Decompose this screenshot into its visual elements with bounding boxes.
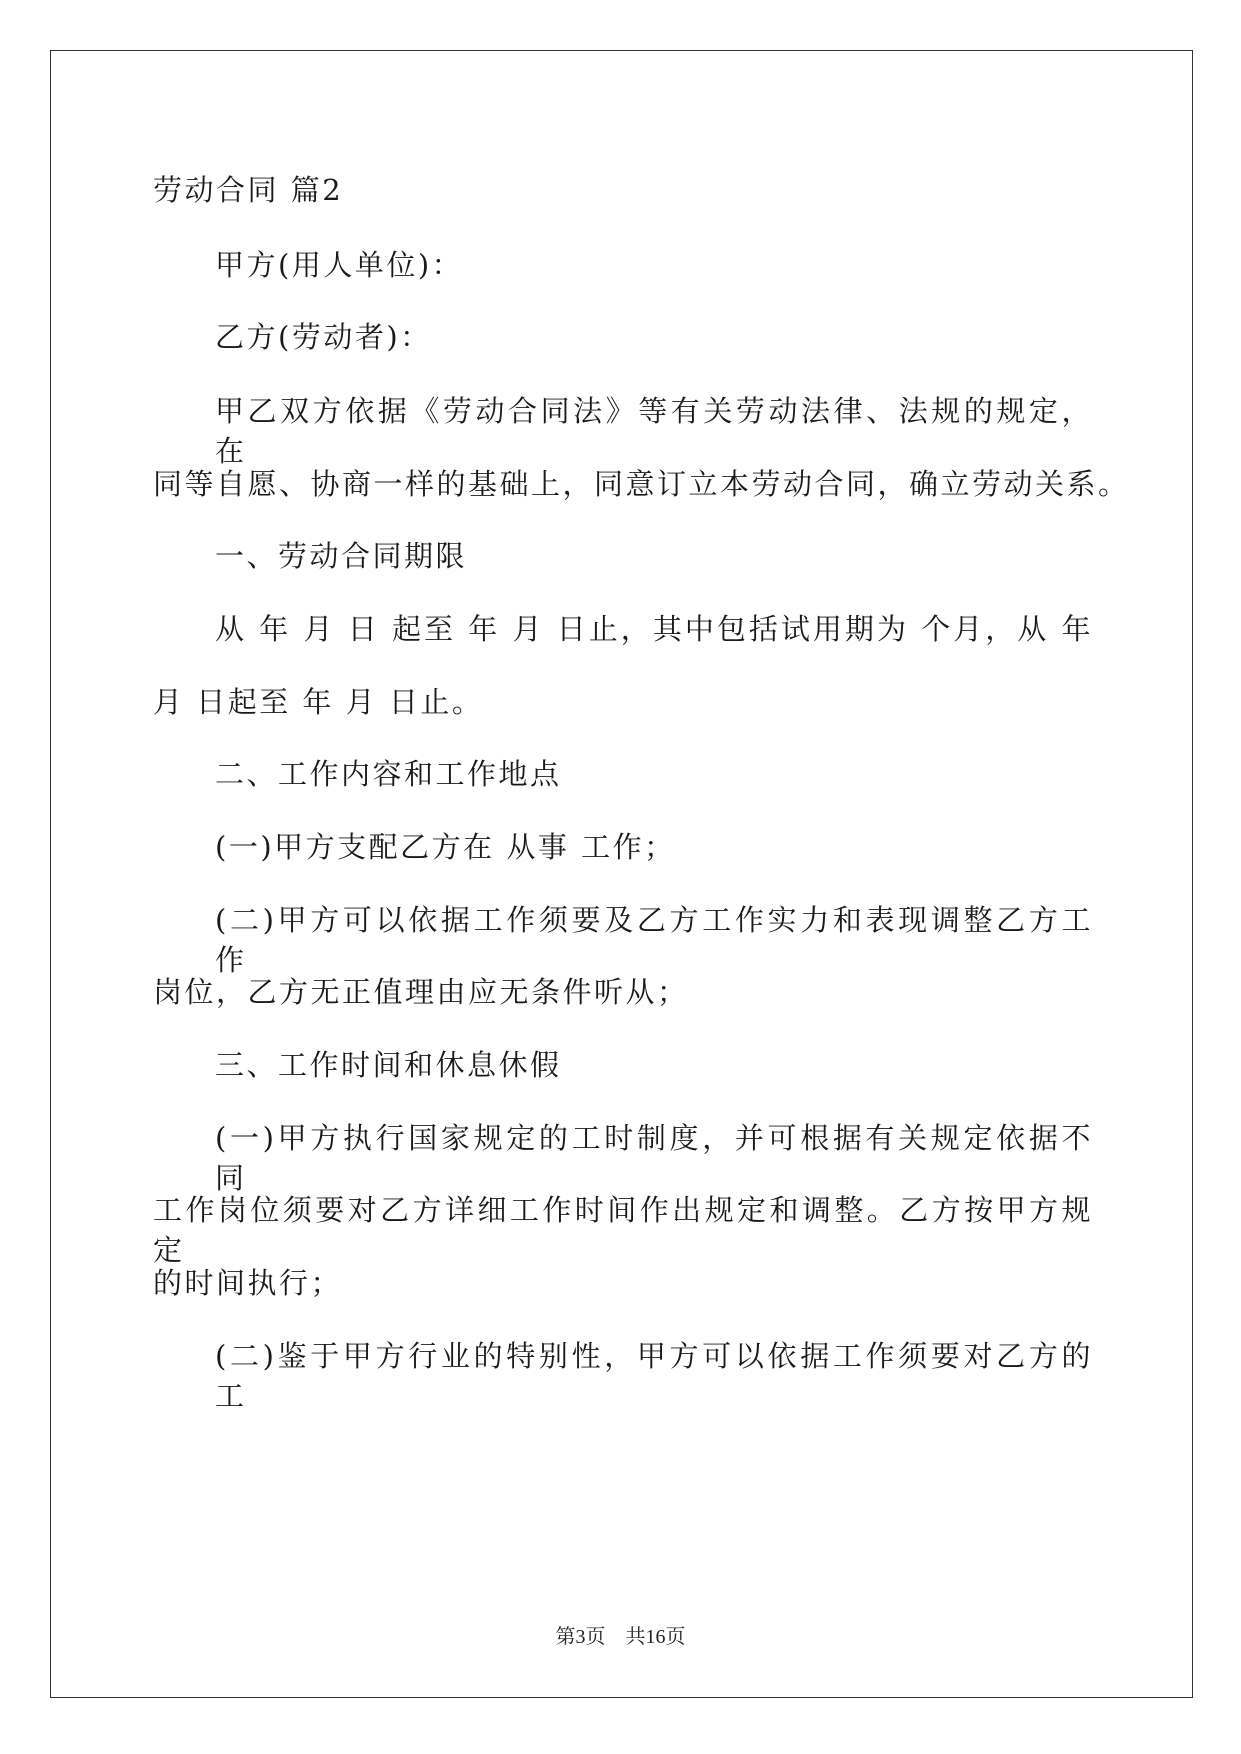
page-border bbox=[50, 50, 1193, 1698]
paragraph-line: 甲乙双方依据《劳动合同法》等有关劳动法律、法规的规定，在 bbox=[215, 394, 1093, 468]
section-heading-work: 二、工作内容和工作地点 bbox=[215, 757, 562, 791]
paragraph-line: 月 日起至 年 月 日止。 bbox=[153, 685, 484, 719]
paragraph-line: 工作岗位须要对乙方详细工作时间作出规定和调整。乙方按甲方规定 bbox=[153, 1193, 1093, 1267]
paragraph-line: (一)甲方执行国家规定的工时制度，并可根据有关规定依据不同 bbox=[215, 1121, 1093, 1195]
paragraph-line: 的时间执行； bbox=[153, 1266, 343, 1300]
paragraph-line: 同等自愿、协商一样的基础上，同意订立本劳动合同，确立劳动关系。 bbox=[153, 467, 1130, 501]
party-a-line: 甲方(用人单位)： bbox=[215, 248, 464, 282]
document-heading: 劳动合同 篇2 bbox=[153, 173, 344, 207]
section-heading-hours: 三、工作时间和休息休假 bbox=[215, 1048, 562, 1082]
party-b-line: 乙方(劳动者)： bbox=[215, 320, 432, 354]
section-heading-term: 一、劳动合同期限 bbox=[215, 539, 468, 573]
paragraph-line: (二)甲方可以依据工作须要及乙方工作实力和表现调整乙方工作 bbox=[215, 903, 1093, 977]
paragraph-line: (一)甲方支配乙方在 从事 工作； bbox=[215, 830, 676, 864]
page-number-footer: 第3页 共16页 bbox=[555, 1626, 686, 1648]
paragraph-line: (二)鉴于甲方行业的特别性，甲方可以依据工作须要对乙方的工 bbox=[215, 1339, 1093, 1413]
paragraph-line: 从 年 月 日 起至 年 月 日止，其中包括试用期为 个月，从 年 bbox=[215, 612, 1093, 646]
paragraph-line: 岗位，乙方无正值理由应无条件听从； bbox=[153, 975, 689, 1009]
